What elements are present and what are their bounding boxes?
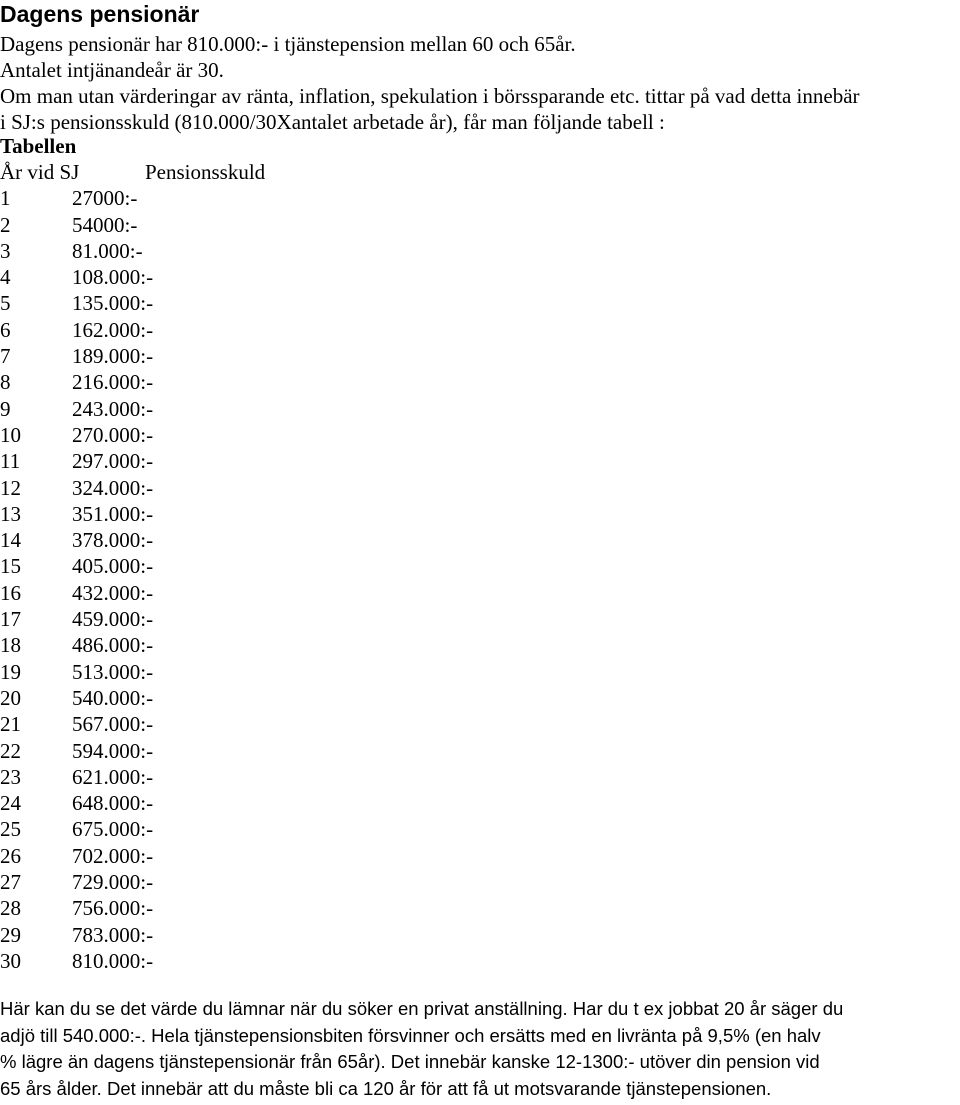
years-cell: 22	[0, 738, 21, 763]
debt-cell: 27000:-	[72, 186, 138, 211]
intro-line: Antalet intjänandeår är 30.	[0, 58, 224, 82]
debt-cell: 189.000:-	[72, 344, 154, 369]
column-header-years: År vid SJ	[0, 160, 80, 184]
years-cell: 28	[0, 896, 21, 921]
years-cell: 12	[0, 475, 21, 500]
intro-paragraph	[0, 31, 960, 135]
debt-cell: 270.000:-	[72, 422, 154, 447]
years-cell: 10	[0, 422, 21, 447]
years-cell: 24	[0, 791, 21, 816]
years-cell: 21	[0, 712, 21, 737]
debt-cell: 324.000:-	[72, 475, 154, 500]
debt-cell: 729.000:-	[72, 870, 154, 895]
footer-line: 65 års ålder. Det innebär att du måste bli ca 120 år för att få ut motsvarande tjänstepensionen.	[0, 1077, 772, 1099]
intro-line: Dagens pensionär har 810.000:- i tjänstepension mellan 60 och 65år.	[0, 32, 576, 56]
debt-cell: 81.000:-	[72, 238, 143, 263]
debt-cell: 108.000:-	[72, 265, 154, 290]
debt-cell: 567.000:-	[72, 712, 154, 737]
years-cell: 6	[0, 317, 11, 342]
debt-cell: 297.000:-	[72, 449, 154, 474]
years-cell: 18	[0, 633, 21, 658]
debt-cell: 675.000:-	[72, 817, 154, 842]
debt-cell: 783.000:-	[72, 922, 154, 947]
years-cell: 3	[0, 238, 11, 263]
debt-cell: 378.000:-	[72, 528, 154, 553]
years-cell: 26	[0, 843, 21, 868]
intro-line: Om man utan värderingar av ränta, inflation, spekulation i börssparande etc. tittar på vad detta innebär	[0, 84, 860, 108]
footer-line: adjö till 540.000:-. Hela tjänstepensionsbiten försvinner och ersätts med en livränta på 9,5% (en halv	[0, 1024, 821, 1046]
debt-cell: 216.000:-	[72, 370, 154, 395]
years-cell: 4	[0, 265, 11, 290]
footer-paragraph	[0, 996, 960, 1102]
years-cell: 7	[0, 344, 11, 369]
years-cell: 15	[0, 554, 21, 579]
debt-cell: 810.000:-	[72, 948, 154, 973]
debt-cell: 702.000:-	[72, 843, 154, 868]
column-header-debt: Pensionsskuld	[145, 160, 266, 184]
years-cell: 23	[0, 764, 21, 789]
debt-cell: 513.000:-	[72, 659, 154, 684]
years-cell: 30	[0, 948, 21, 973]
years-cell: 13	[0, 501, 21, 526]
years-cell: 16	[0, 580, 21, 605]
document-title: Dagens pensionär	[0, 1, 200, 27]
years-cell: 14	[0, 528, 21, 553]
debt-cell: 621.000:-	[72, 764, 154, 789]
debt-cell: 540.000:-	[72, 685, 154, 710]
debt-cell: 351.000:-	[72, 501, 154, 526]
debt-cell: 405.000:-	[72, 554, 154, 579]
debt-cell: 594.000:-	[72, 738, 154, 763]
footer-line: % lägre än dagens tjänstepensionär från 65år). Det innebär kanske 12-1300:- utöver din pension vid	[0, 1051, 820, 1072]
years-cell: 11	[0, 449, 21, 474]
debt-cell: 486.000:-	[72, 633, 154, 658]
years-cell: 20	[0, 685, 21, 710]
debt-cell: 459.000:-	[72, 607, 154, 632]
debt-cell: 756.000:-	[72, 896, 154, 921]
years-cell: 8	[0, 370, 11, 395]
debt-cell: 648.000:-	[72, 791, 154, 816]
debt-cell: 162.000:-	[72, 317, 154, 342]
debt-cell: 243.000:-	[72, 396, 154, 421]
years-cell: 19	[0, 659, 21, 684]
years-cell: 25	[0, 817, 21, 842]
years-cell: 17	[0, 607, 21, 632]
years-cell: 29	[0, 922, 21, 947]
table-heading: Tabellen	[0, 134, 77, 158]
debt-cell: 54000:-	[72, 212, 138, 237]
intro-line: i SJ:s pensionsskuld (810.000/30Xantalet arbetade år), får man följande tabell :	[0, 110, 665, 134]
years-cell: 9	[0, 396, 11, 421]
debt-cell: 135.000:-	[72, 291, 154, 316]
years-cell: 1	[0, 186, 11, 211]
footer-line: Här kan du se det värde du lämnar när du söker en privat anställning. Har du t ex jobbat 20 år säger du	[0, 998, 844, 1019]
years-cell: 5	[0, 291, 11, 316]
debt-cell: 432.000:-	[72, 580, 154, 605]
years-cell: 27	[0, 870, 21, 895]
years-cell: 2	[0, 212, 11, 237]
